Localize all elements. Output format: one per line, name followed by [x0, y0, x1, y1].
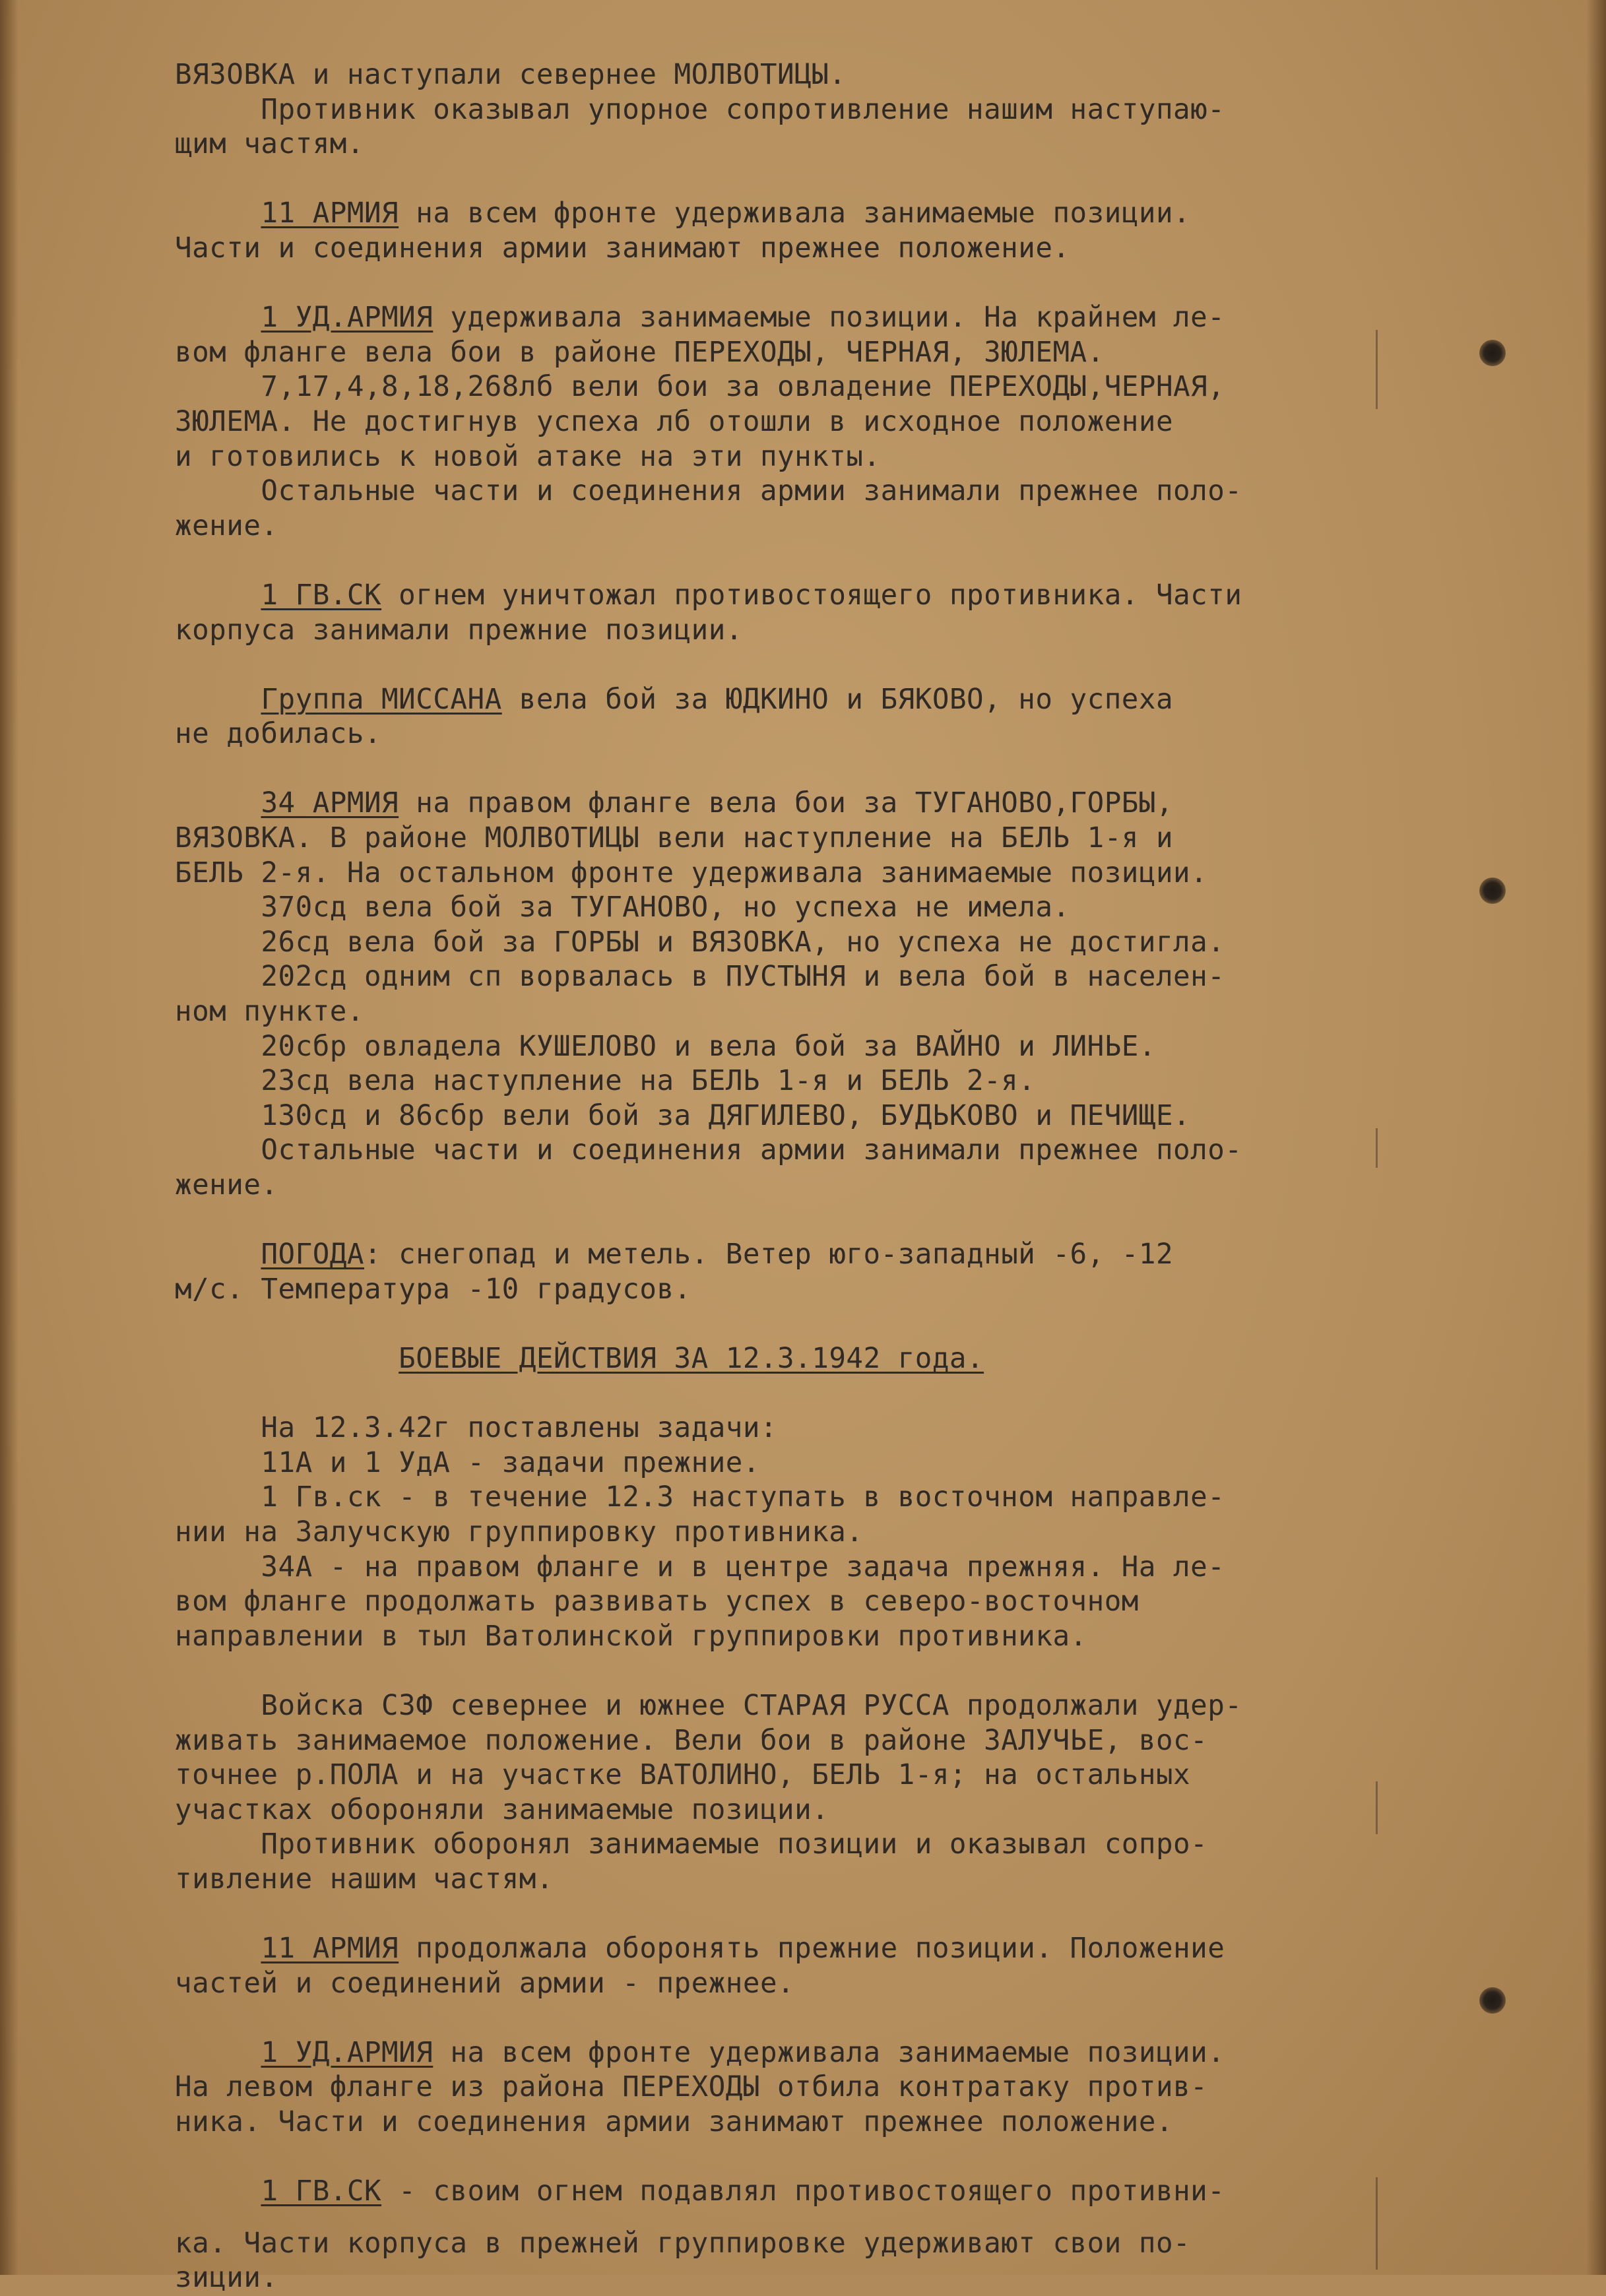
typewritten-report — [175, 58, 1415, 2296]
text-line — [175, 821, 1415, 856]
text-run: жение. — [175, 509, 278, 542]
text-line — [175, 1620, 1415, 1655]
text-run: на всем фронте удерживала занимаемые позиции. — [433, 2036, 1225, 2069]
paragraph-gap — [175, 544, 1415, 579]
text-line — [175, 1863, 1415, 1897]
underlined-heading: 1 УД.АРМИЯ — [261, 302, 434, 335]
underlined-heading: БОЕВЫЕ ДЕЙСТВИЯ ЗА 12.3.1942 года. — [399, 1342, 984, 1375]
text-line — [175, 579, 1415, 614]
text-line — [175, 891, 1415, 926]
paper-edge-right — [1586, 0, 1606, 2275]
text-run: Остальные части и соединения армии занимали прежнее поло- — [175, 1134, 1242, 1167]
text-line — [175, 58, 1415, 93]
paragraph-gap — [175, 1203, 1415, 1238]
binder-hole-icon — [1479, 877, 1506, 904]
text-run: тивление нашим частям. — [175, 1863, 554, 1896]
text-run: 11А и 1 УдА - задачи прежние. — [175, 1446, 760, 1479]
text-line — [175, 1758, 1415, 1793]
text-line — [175, 2227, 1415, 2262]
underlined-heading: ПОГОДА — [261, 1238, 364, 1271]
text-run: продолжала оборонять прежние позиции. Положение — [399, 1932, 1225, 1965]
text-line — [175, 1133, 1415, 1168]
paragraph-gap — [175, 752, 1415, 787]
text-line — [175, 2105, 1415, 2140]
text-run: Части и соединения армии занимают прежнее положение. — [175, 232, 1070, 265]
paragraph-gap — [175, 2140, 1415, 2175]
text-line — [175, 2070, 1415, 2105]
underlined-heading: 11 АРМИЯ — [261, 197, 399, 230]
text-run — [175, 1343, 399, 1375]
paragraph-gap — [175, 1897, 1415, 1932]
text-line — [175, 1550, 1415, 1585]
text-run: вом фланге продолжать развивать успех в северо-восточном — [175, 1585, 1139, 1618]
text-line — [175, 1238, 1415, 1273]
paragraph-gap — [175, 648, 1415, 683]
text-line — [175, 93, 1415, 128]
text-line — [175, 614, 1415, 649]
text-line — [175, 995, 1415, 1030]
text-run — [175, 302, 261, 334]
binder-hole-icon — [1479, 340, 1506, 366]
text-line — [175, 1932, 1415, 1967]
text-line — [175, 717, 1415, 752]
underlined-heading: 1 УД.АРМИЯ — [261, 2036, 434, 2069]
text-run: ВЯЗОВКА. В районе МОЛВОТИЦЫ вели наступление на БЕЛЬ 1-я и — [175, 822, 1174, 855]
text-run: корпуса занимали прежние позиции. — [175, 614, 743, 647]
text-run: ВЯЗОВКА и наступали севернее МОЛВОТИЦЫ. — [175, 59, 847, 91]
text-run: 34А - на правом фланге и в центре задача прежняя. На ле- — [175, 1550, 1225, 1583]
text-run: вела бой за ЮДКИНО и БЯКОВО, но успеха — [501, 683, 1174, 716]
text-run: точнее р.ПОЛА и на участке ВАТОЛИНО, БЕЛЬ 1-я; на остальных — [175, 1759, 1191, 1792]
text-line — [175, 926, 1415, 961]
text-run: 202сд одним сп ворвалась в ПУСТЫНЯ и вела бой в населен- — [175, 961, 1225, 994]
text-run: на правом фланге вела бои за ТУГАНОВО,ГОРБЫ, — [399, 787, 1174, 820]
text-line — [175, 1689, 1415, 1724]
paragraph-gap — [175, 1307, 1415, 1342]
text-line — [175, 197, 1415, 232]
text-run: зиции. — [175, 2262, 278, 2295]
text-run — [175, 1932, 261, 1965]
text-run — [175, 579, 261, 612]
text-run: удерживала занимаемые позиции. На крайнем ле- — [433, 302, 1225, 335]
text-line — [175, 1099, 1415, 1134]
text-run: 23сд вела наступление на БЕЛЬ 1-я и БЕЛЬ 2-я. — [175, 1065, 1036, 1098]
text-run — [175, 2037, 261, 2069]
text-line — [175, 856, 1415, 891]
text-run: не добилась. — [175, 718, 382, 751]
text-run: вом фланге вела бои в районе ПЕРЕХОДЫ, ЧЕРНАЯ, ЗЮЛЕМА. — [175, 336, 1105, 369]
text-run: огнем уничтожал противостоящего противника. Части — [381, 579, 1242, 612]
text-run: частей и соединений армии - прежнее. — [175, 1967, 795, 2000]
text-line — [175, 786, 1415, 821]
text-run: и готовились к новой атаке на эти пункты. — [175, 440, 881, 473]
text-run: ка. Части корпуса в прежней группировке удерживают свои по- — [175, 2227, 1191, 2260]
text-run: Противник оказывал упорное сопротивление нашим наступаю- — [175, 93, 1225, 126]
text-line — [175, 2036, 1415, 2071]
text-line — [175, 1585, 1415, 1620]
text-run: ном пункте. — [175, 996, 364, 1029]
text-line — [175, 1446, 1415, 1481]
underlined-heading: 11 АРМИЯ — [261, 1932, 399, 1965]
text-line — [175, 336, 1415, 371]
text-line — [175, 2261, 1415, 2296]
text-line — [175, 370, 1415, 405]
text-line — [175, 1168, 1415, 1203]
paragraph-gap — [175, 2210, 1415, 2227]
text-run: Противник оборонял занимаемые позиции и оказывал сопро- — [175, 1828, 1208, 1861]
text-line — [175, 1411, 1415, 1446]
text-run: Войска СЗФ севернее и южнее СТАРАЯ РУССА продолжали удер- — [175, 1689, 1242, 1722]
text-run: На левом фланге из района ПЕРЕХОДЫ отбила контратаку против- — [175, 2071, 1208, 2104]
text-run: 26сд вела бой за ГОРБЫ и ВЯЗОВКА, но успеха не достигла. — [175, 926, 1225, 959]
text-line — [175, 1515, 1415, 1550]
paragraph-gap — [175, 267, 1415, 302]
text-run: 20сбр овладела КУШЕЛОВО и вела бой за ВАЙНО и ЛИНЬЕ. — [175, 1030, 1156, 1063]
text-run: - своим огнем подавлял противостоящего противни- — [381, 2175, 1225, 2208]
text-line — [175, 301, 1415, 336]
text-line — [175, 1828, 1415, 1863]
text-run: Остальные части и соединения армии занимали прежнее поло- — [175, 475, 1242, 508]
text-line — [175, 1724, 1415, 1759]
binder-hole-icon — [1479, 1987, 1506, 2014]
text-run: 1 Гв.ск - в течение 12.3 наступать в восточном направле- — [175, 1481, 1225, 1514]
text-line — [175, 1481, 1415, 1515]
text-run: На 12.3.42г поставлены задачи: — [175, 1412, 778, 1445]
text-run — [175, 684, 261, 716]
underlined-heading: 34 АРМИЯ — [261, 787, 399, 820]
text-run: направлении в тыл Ватолинской группировки противника. — [175, 1620, 1087, 1653]
paragraph-gap — [175, 2001, 1415, 2036]
text-run: ника. Части и соединения армии занимают прежнее положение. — [175, 2106, 1174, 2139]
text-run — [175, 2175, 261, 2208]
text-run: ЗЮЛЕМА. Не достигнув успеха лб отошли в исходное положение — [175, 405, 1174, 438]
text-run — [175, 1238, 261, 1271]
text-line — [175, 1793, 1415, 1828]
underlined-heading: 1 ГВ.СК — [261, 579, 382, 612]
text-run: : снегопад и метель. Ветер юго-западный -6, -12 — [364, 1238, 1174, 1271]
text-line — [175, 509, 1415, 544]
text-line — [175, 474, 1415, 509]
text-run: 130сд и 86сбр вели бой за ДЯГИЛЕВО, БУДЬКОВО и ПЕЧИЩЕ. — [175, 1099, 1191, 1132]
text-line — [175, 440, 1415, 475]
underlined-heading: Группа МИССАНА — [261, 683, 502, 716]
text-line — [175, 1273, 1415, 1308]
text-run: участках обороняли занимаемые позиции. — [175, 1793, 829, 1826]
paragraph-gap — [175, 162, 1415, 197]
text-run: 370сд вела бой за ТУГАНОВО, но успеха не имела. — [175, 891, 1070, 924]
text-run — [175, 787, 261, 819]
paper-edge-left — [0, 0, 18, 2275]
text-line — [175, 960, 1415, 995]
text-run: нии на Залучскую группировку противника. — [175, 1515, 864, 1548]
text-run: щим частям. — [175, 128, 364, 161]
text-line — [175, 683, 1415, 718]
text-run: живать занимаемое положение. Вели бои в районе ЗАЛУЧЬЕ, вос- — [175, 1724, 1208, 1757]
text-line — [175, 1342, 1415, 1377]
paragraph-gap — [175, 1654, 1415, 1689]
text-run: 7,17,4,8,18,268лб вели бои за овладение ПЕРЕХОДЫ,ЧЕРНАЯ, — [175, 371, 1225, 404]
text-line — [175, 1967, 1415, 2002]
text-line — [175, 1064, 1415, 1099]
text-run: на всем фронте удерживала занимаемые позиции. — [399, 197, 1191, 230]
text-run: м/с. Температура -10 градусов. — [175, 1273, 691, 1306]
text-run — [175, 197, 261, 230]
text-line — [175, 405, 1415, 440]
text-line — [175, 127, 1415, 162]
paragraph-gap — [175, 1377, 1415, 1412]
underlined-heading: 1 ГВ.СК — [261, 2175, 382, 2208]
text-run: БЕЛЬ 2-я. На остальном фронте удерживала занимаемые позиции. — [175, 856, 1208, 889]
text-line — [175, 1030, 1415, 1065]
text-run: жение. — [175, 1169, 278, 1201]
text-line — [175, 2175, 1415, 2210]
text-line — [175, 232, 1415, 267]
